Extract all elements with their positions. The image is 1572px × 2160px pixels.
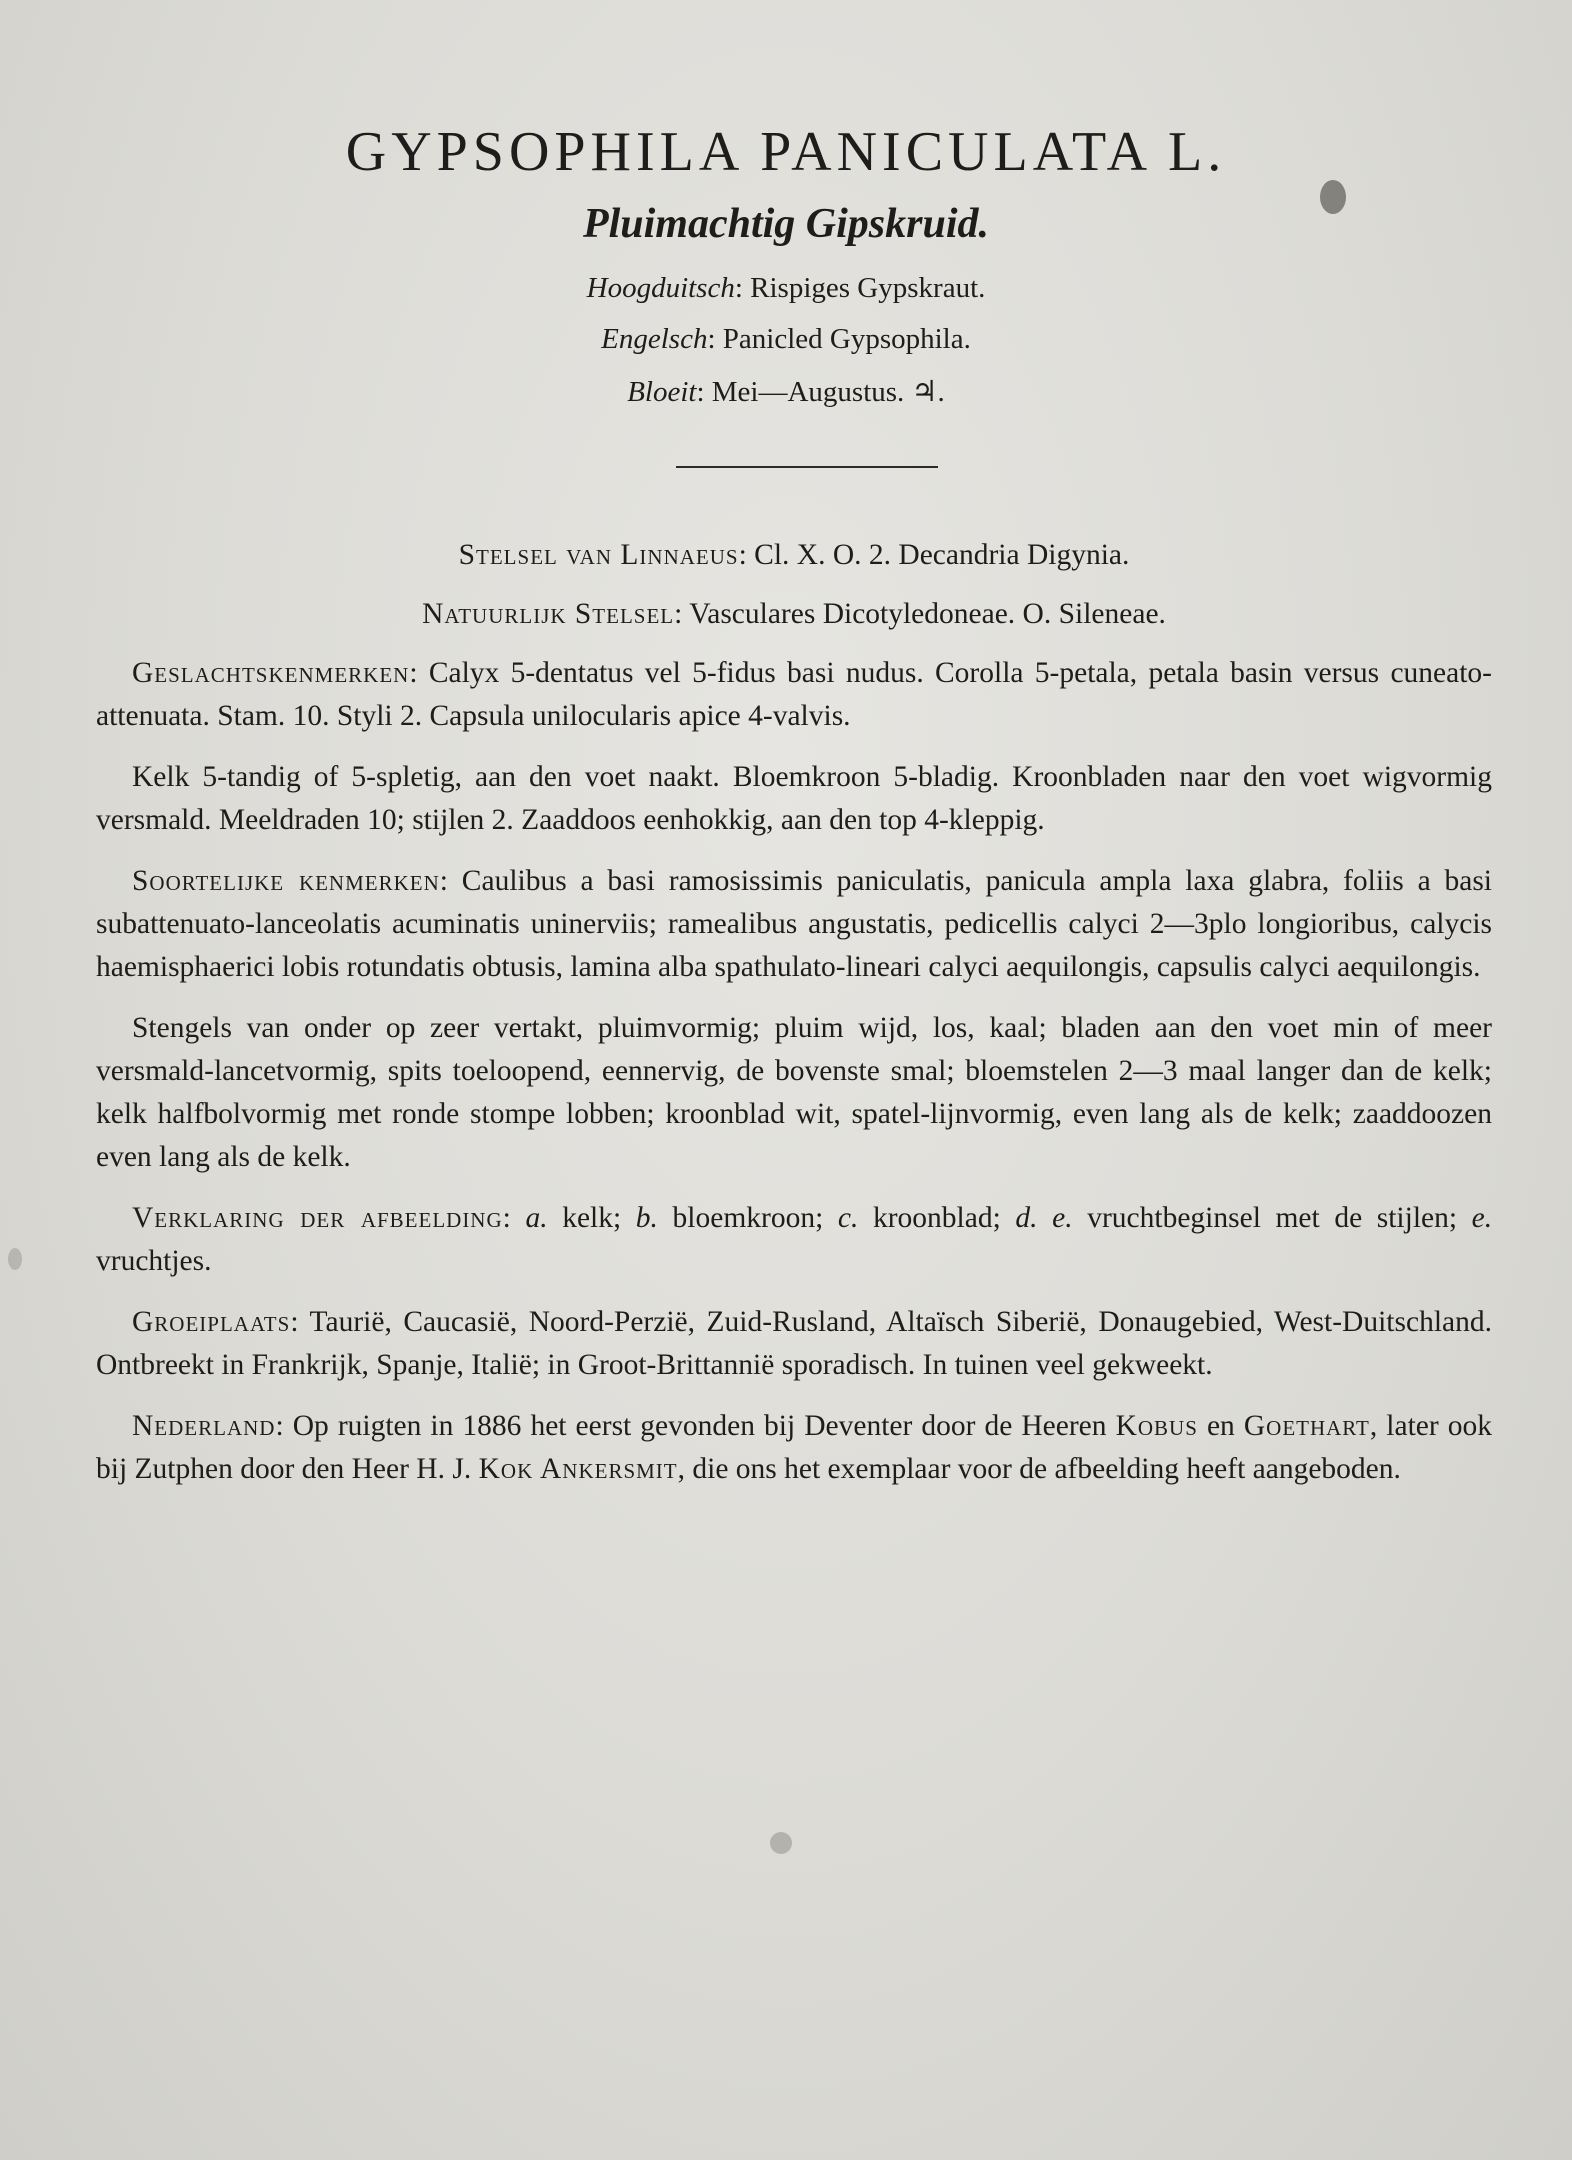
genus-latin-text: Calyx 5-dentatus vel 5-fidus basi nudus. Corolla 5-petala, petala basin versus cuneato-attenuata. Stam. 10. Styli 2. Capsula unilocularis apice 4-valvis. <box>96 657 1492 732</box>
illustration-key-a: a. <box>525 1202 548 1234</box>
habitat-text: Taurië, Caucasië, Noord-Perzië, Zuid-Rusland, Altaïsch Siberië, Donaugebied, West-Duitschland. Ontbreekt in Frankrijk, Spanje, Italië; in Groot-Brittannië sporadisch. In tuinen veel gekweekt. <box>96 1306 1492 1381</box>
illustration-text-c: kroonblad; <box>872 1202 1001 1234</box>
person-name-kok-ankersmit: Kok Ankersmit <box>478 1453 678 1485</box>
species-latin-text: Caulibus a basi ramosissimis paniculatis, panicula ampla laxa glabra, foliis a basi subattenuato-lanceolatis acuminatis uninerviis; ramealibus angustatis, pedicellis calyci 2—3plo longioribus, calycis haemisphaerici lobis rotundatis obtusis, lamina alba spathulato-lineari calyci aequilongis, capsulis calyci aequilongis. <box>96 865 1493 983</box>
species-label: Soortelijke kenmerken <box>132 865 440 897</box>
natural-system-text: Vasculares Dicotyledoneae. O. Sileneae. <box>689 598 1166 630</box>
english-name-value: Panicled Gypsophila. <box>722 323 971 355</box>
colon: : <box>275 1410 293 1442</box>
german-name-line <box>0 272 1572 305</box>
linnaeus-text: Cl. X. O. 2. Decandria Digynia. <box>754 539 1130 571</box>
colon: : <box>738 539 755 571</box>
page-subtitle: Pluimachtig Gipskruid. <box>582 201 990 247</box>
ink-spot <box>770 1832 792 1854</box>
species-dutch-paragraph <box>96 1007 1492 1179</box>
german-name-value: Rispiges Gypskraut. <box>750 272 986 304</box>
colon: : <box>696 376 712 408</box>
person-name-goethart: Goethart <box>1243 1410 1370 1442</box>
illustration-key-c: c. <box>837 1202 859 1234</box>
netherlands-text-3: , later ook bij Zutphen door den Heer H. J. <box>96 1410 1492 1485</box>
colon: : <box>707 323 723 355</box>
illustration-key-e: e. <box>1471 1202 1493 1234</box>
colon: : <box>290 1306 310 1338</box>
habitat-paragraph <box>96 1301 1492 1387</box>
linnaeus-label: Stelsel van Linnaeus <box>458 539 739 571</box>
natural-system-section <box>96 593 1492 636</box>
colon: : <box>439 865 462 897</box>
illustration-label: Verklaring der afbeelding <box>132 1202 503 1234</box>
illustration-text-de: vruchtbeginsel met de stijlen; <box>1087 1202 1458 1234</box>
species-latin-paragraph <box>96 860 1492 989</box>
illustration-paragraph <box>96 1197 1492 1283</box>
netherlands-text-4: , die ons het exemplaar voor de afbeelding heeft aangeboden. <box>677 1453 1401 1485</box>
illustration-text-b: bloemkroon; <box>672 1202 824 1234</box>
page-title: GYPSOPHILA PANICULATA L. <box>345 121 1227 183</box>
ink-spot <box>8 1248 22 1270</box>
illustration-key-b: b. <box>635 1202 658 1234</box>
netherlands-paragraph <box>96 1405 1492 1491</box>
habitat-label: Groeiplaats <box>132 1306 291 1338</box>
genus-latin-paragraph <box>96 652 1492 738</box>
colon: : <box>502 1202 526 1234</box>
genus-dutch-text: Kelk 5-tandig of 5-spletig, aan den voet naakt. Bloemkroon 5-bladig. Kroonbladen naar den voet wigvormig versmald. Meeldraden 10; stijlen 2. Zaaddoos eenhokkig, aan den top 4-kleppig. <box>96 761 1492 836</box>
netherlands-text-2: en <box>1206 1410 1235 1442</box>
colon: : <box>409 657 429 689</box>
flowering-label: Bloeit <box>627 376 697 408</box>
natural-system-label: Natuurlijk Stelsel <box>422 598 675 630</box>
netherlands-text-1: Op ruigten in 1886 het eerst gevonden bij Deventer door de Heeren <box>292 1410 1107 1442</box>
genus-label: Geslachtskenmerken <box>132 657 410 689</box>
genus-dutch-paragraph <box>96 756 1492 842</box>
illustration-text-e: vruchtjes. <box>96 1245 212 1277</box>
divider-rule <box>676 466 938 468</box>
english-name-line <box>0 323 1572 356</box>
netherlands-label: Nederland <box>132 1410 276 1442</box>
flowering-line <box>0 374 1572 409</box>
person-name-kobus: Kobus <box>1115 1410 1198 1442</box>
colon: : <box>674 598 690 630</box>
flowering-value: Mei—Augustus. ♃. <box>711 376 945 408</box>
english-name-label: Engelsch <box>601 323 708 355</box>
linnaeus-section <box>96 534 1492 577</box>
species-dutch-text: Stengels van onder op zeer vertakt, pluimvormig; pluim wijd, los, kaal; bladen aan den voet min of meer versmald-lancetvormig, spits toeloopend, eennervig, de bovenste smal; bloemstelen 2—3 maal langer dan de kelk; kelk halfbolvormig met ronde stompe lobben; kroonblad wit, spatel-lijnvormig, even lang als de kelk; zaaddoozen even lang als de kelk. <box>96 1012 1492 1173</box>
german-name-label: Hoogduitsch <box>586 272 735 304</box>
illustration-text-a: kelk; <box>562 1202 622 1234</box>
illustration-key-de: d. e. <box>1015 1202 1073 1234</box>
description-body <box>96 534 1492 1509</box>
colon: : <box>734 272 751 304</box>
